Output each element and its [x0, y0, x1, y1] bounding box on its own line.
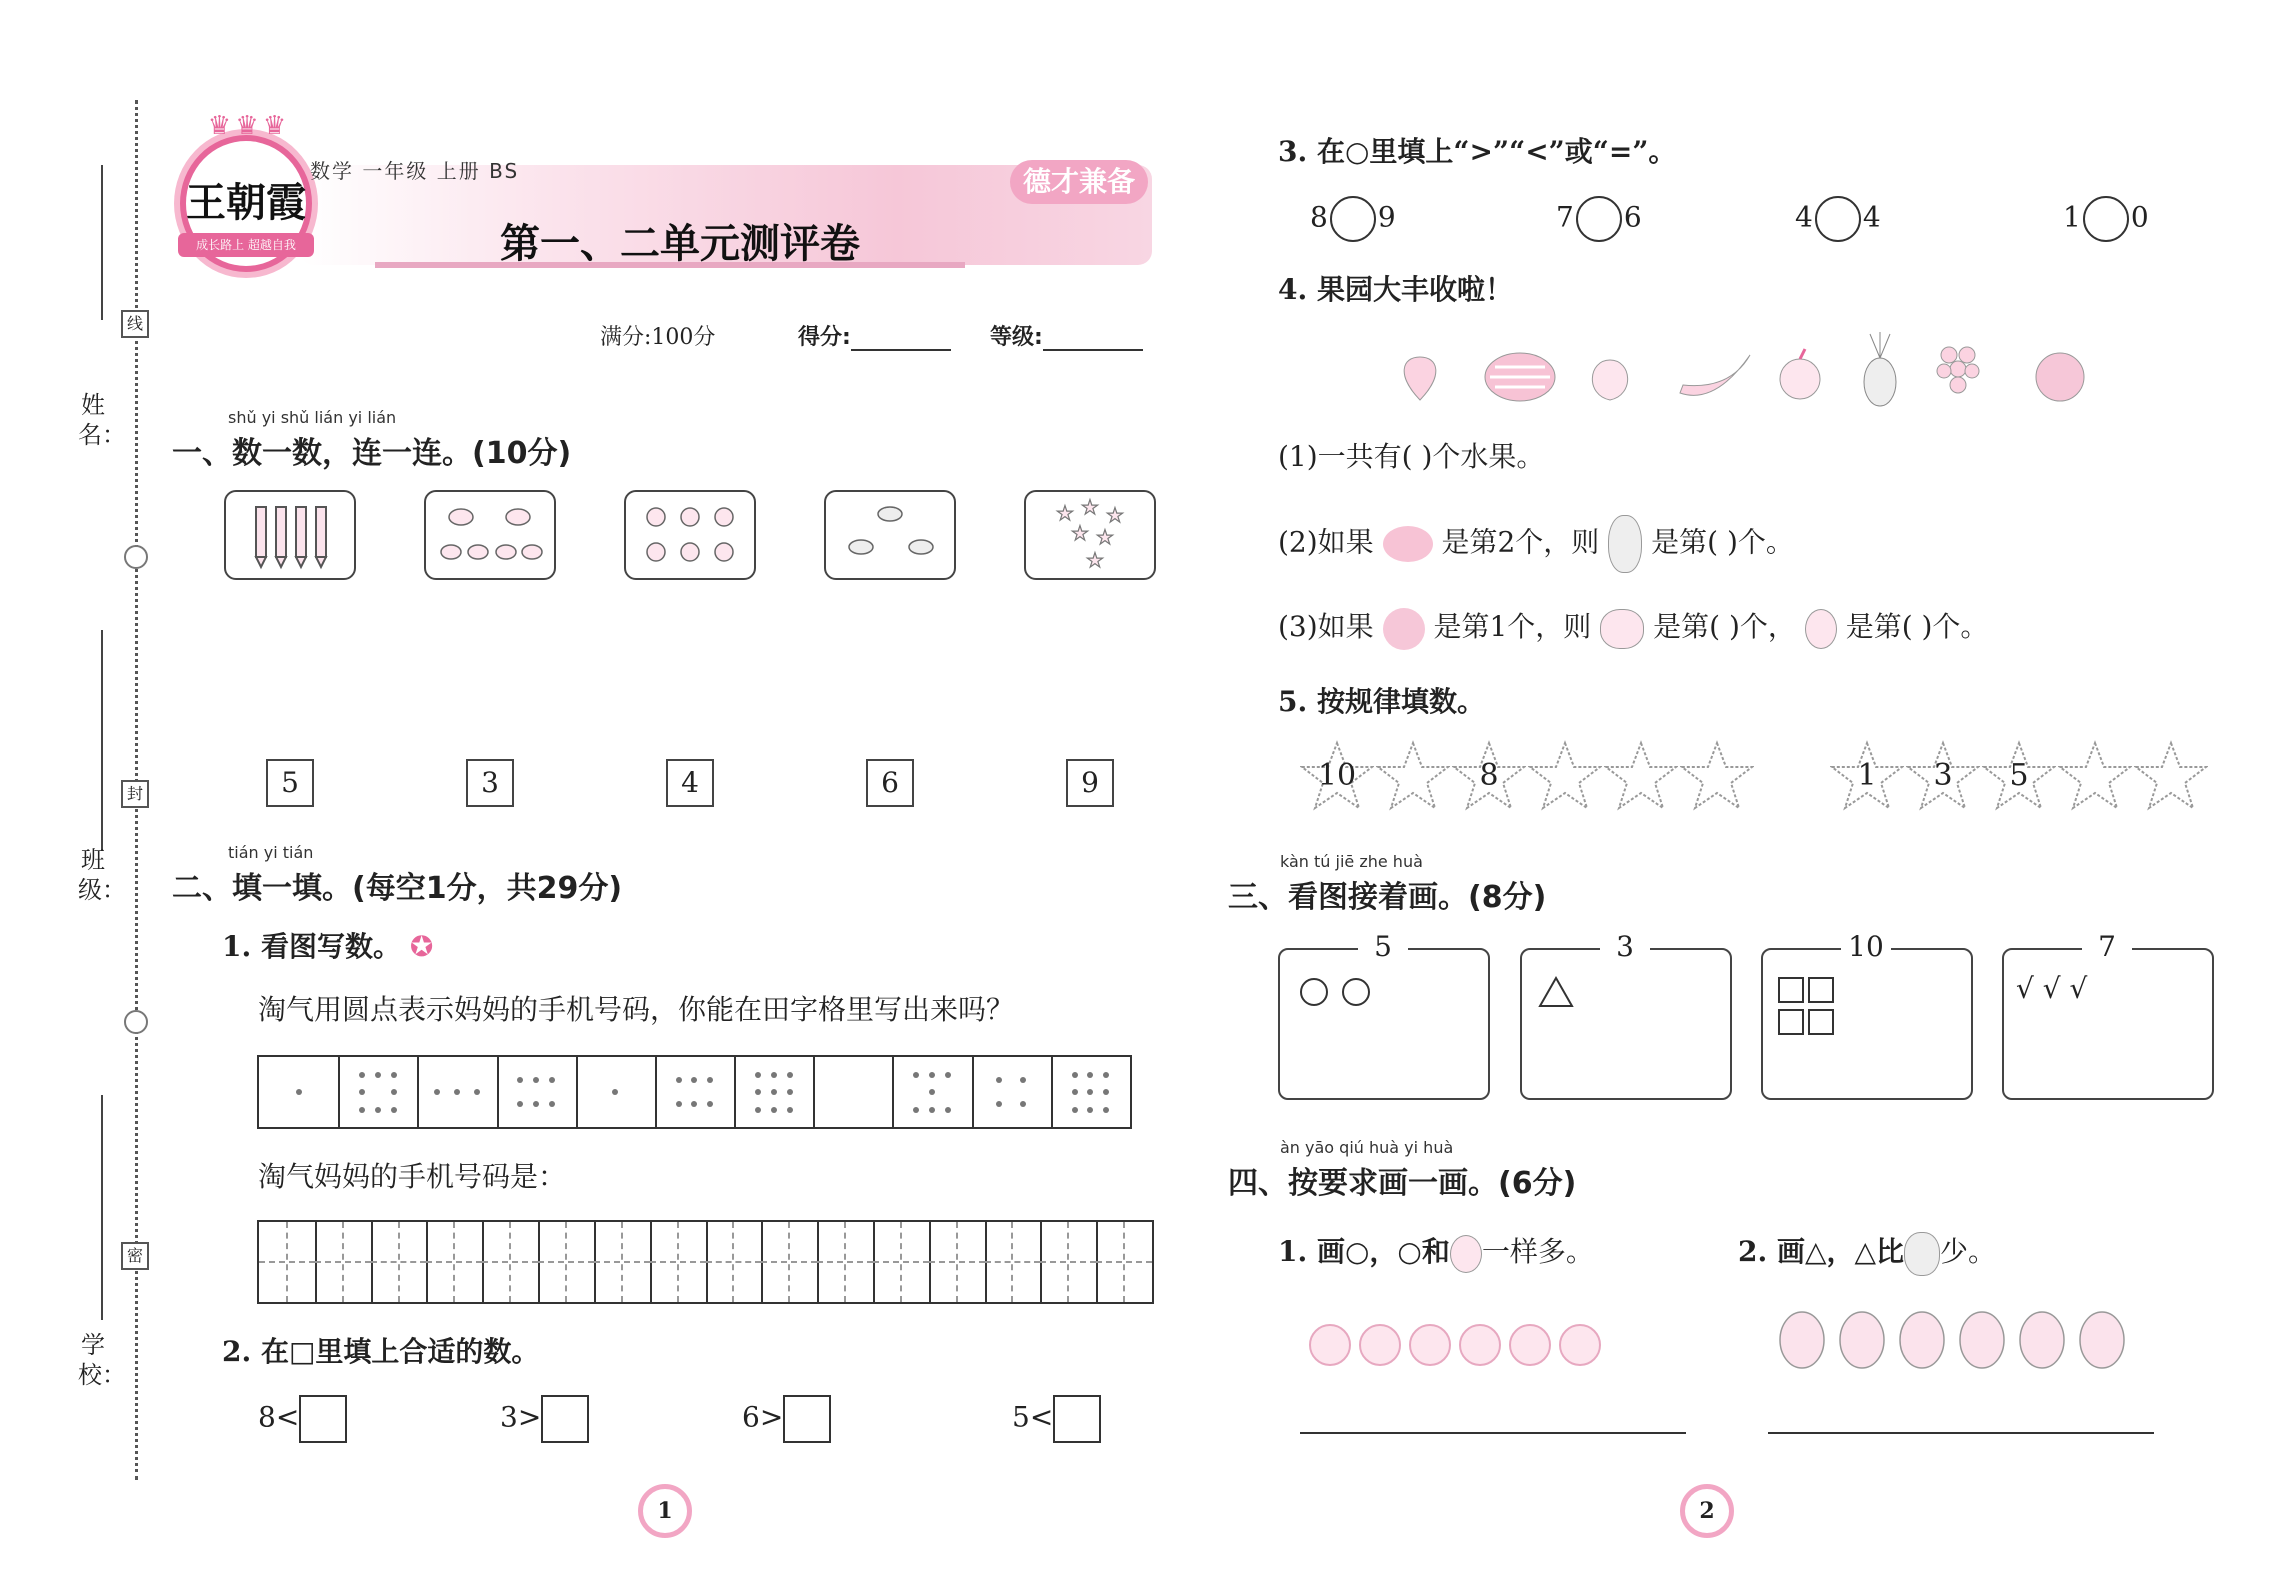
q4-label: 4. 果园大丰收啦！: [1278, 273, 1513, 306]
q4-sub2-c: 是第( )个。: [1651, 525, 1794, 559]
sec4-q1: [1278, 1230, 1594, 1273]
svg-text:★: ★: [1106, 503, 1124, 527]
q2-item: [742, 1395, 831, 1443]
q4-sub3: [1278, 605, 1988, 650]
score-blank[interactable]: [851, 349, 951, 351]
dot: [996, 1101, 1002, 1107]
grade-blank[interactable]: [1043, 349, 1143, 351]
dot: [929, 1089, 935, 1095]
sec4-q1-b: 一样多。: [1481, 1235, 1594, 1268]
tian-cell[interactable]: [594, 1222, 652, 1302]
number-box[interactable]: 3: [466, 759, 514, 807]
dot-cell: [734, 1057, 815, 1127]
star-number: 10: [1317, 758, 1357, 793]
number-box[interactable]: 4: [666, 759, 714, 807]
tian-cell[interactable]: [873, 1222, 931, 1302]
number-star[interactable]: [1830, 740, 1904, 812]
q2-item-text: 5<: [1012, 1400, 1054, 1434]
answer-line[interactable]: [1768, 1432, 2154, 1434]
svg-text:★: ★: [1081, 495, 1099, 519]
fish-icon: [826, 492, 954, 578]
dot-cell: [338, 1057, 419, 1127]
tian-guide: [732, 1222, 734, 1302]
dot: [996, 1077, 1002, 1083]
q4-sub2: [1278, 515, 1794, 573]
squirrel-icon: [1904, 1232, 1940, 1276]
number-star[interactable]: [1300, 740, 1374, 812]
svg-text:★: ★: [1056, 501, 1074, 525]
tian-cell[interactable]: [985, 1222, 1043, 1302]
tian-cell[interactable]: [1096, 1222, 1152, 1302]
sec3-title: 三、看图接着画。(8分): [1228, 880, 1547, 915]
draw-count: 10: [1841, 930, 1891, 963]
dot: [929, 1107, 935, 1113]
q3-right: 0: [2130, 200, 2149, 234]
dot: [691, 1077, 697, 1083]
sec2-title: 二、填一填。(每空1分，共29分): [172, 871, 623, 906]
dot-cell: [813, 1057, 894, 1127]
q4-sub3-b: 是第1个，则: [1433, 610, 1592, 643]
dot-cell: [1051, 1057, 1130, 1127]
q2-label: 2. 在□里填上合适的数。: [222, 1335, 540, 1368]
star-number: 8: [1479, 758, 1499, 793]
dot: [359, 1107, 365, 1113]
watermelon-icon: [1383, 526, 1433, 562]
star-badge-icon: ✪: [409, 930, 434, 963]
tian-grid[interactable]: [257, 1220, 1154, 1304]
dot: [755, 1107, 761, 1113]
tian-guide: [900, 1222, 902, 1302]
dot: [391, 1089, 397, 1095]
q3-left: 4: [1795, 200, 1813, 234]
star-number: 1: [1857, 758, 1877, 793]
orange-icon: [1383, 608, 1425, 650]
q4-sub3-d: 是第( )个。: [1845, 610, 1989, 643]
peach-icon: [1580, 345, 1640, 405]
q3-item: [1310, 196, 1396, 242]
motto-badge: 德才兼备: [1010, 160, 1148, 204]
dot: [771, 1089, 777, 1095]
tian-cell[interactable]: [1040, 1222, 1098, 1302]
squirrels-row: [1772, 1305, 2132, 1375]
school-label: 学 校：: [78, 1331, 126, 1389]
tian-cell[interactable]: [426, 1222, 484, 1302]
squares-icon: [1763, 950, 1971, 1098]
watermelon-icon: [1480, 345, 1560, 405]
sec4-pinyin: àn yāo qiú huà yi huà: [1280, 1138, 1454, 1157]
dot: [913, 1072, 919, 1078]
dot: [707, 1101, 713, 1107]
card-fish[interactable]: [824, 490, 956, 580]
q2-item-text: 6>: [742, 1400, 784, 1434]
name-label: 姓 名：: [78, 391, 126, 449]
class-label: 班 级：: [78, 846, 126, 904]
dot: [771, 1072, 777, 1078]
answer-box[interactable]: [1053, 1395, 1101, 1443]
dot: [1072, 1072, 1078, 1078]
tian-guide: [398, 1222, 400, 1302]
dot-cell: [892, 1057, 973, 1127]
dot-cell: [497, 1057, 578, 1127]
tian-cell[interactable]: [817, 1222, 875, 1302]
q2-item: [500, 1395, 589, 1443]
star-icon: [2058, 740, 2132, 812]
q4-sub1: (1)一共有( )个水果。: [1278, 440, 1545, 473]
star-icon: [2134, 740, 2208, 812]
logo-text: 王朝霞: [186, 179, 306, 226]
dot: [1087, 1072, 1093, 1078]
dot: [474, 1089, 480, 1095]
number-star[interactable]: [1680, 740, 1754, 812]
answer-box[interactable]: [299, 1395, 347, 1443]
q3-item: [2063, 196, 2149, 242]
dot: [359, 1089, 365, 1095]
seal-mark-secret: 密: [121, 1242, 149, 1270]
dot: [391, 1072, 397, 1078]
dot: [707, 1077, 713, 1083]
dot: [533, 1101, 539, 1107]
triangle-icon: [1522, 950, 1730, 1098]
star-icon: [1528, 740, 1602, 812]
strawberry-icon: [1390, 345, 1450, 405]
tian-guide: [1067, 1222, 1069, 1302]
star-number: 5: [2009, 758, 2029, 793]
score-label: [798, 320, 951, 351]
apple-icon: [1450, 1235, 1482, 1273]
q3-label: 3. 在○里填上“>”“<”或“=”。: [1278, 135, 1677, 168]
sec2-pinyin: tián yi tián: [228, 843, 314, 862]
apples-row: [1305, 1320, 1605, 1370]
tian-guide: [509, 1222, 511, 1302]
dot: [691, 1101, 697, 1107]
dot: [1103, 1089, 1109, 1095]
dot: [359, 1072, 365, 1078]
answer-line[interactable]: [1300, 1432, 1686, 1434]
apple-icon: [1805, 609, 1837, 649]
number-star[interactable]: [1906, 740, 1980, 812]
dot: [755, 1072, 761, 1078]
number-star[interactable]: [1452, 740, 1526, 812]
sec4-q1-a: 1. 画○，○和: [1278, 1235, 1450, 1268]
dot: [929, 1072, 935, 1078]
number-box[interactable]: 6: [866, 759, 914, 807]
star-icon: [1680, 740, 1754, 812]
tian-cell[interactable]: [761, 1222, 819, 1302]
q4-sub3-a: (3)如果: [1278, 610, 1374, 643]
q3-item: [1795, 196, 1881, 242]
tian-cell[interactable]: [929, 1222, 987, 1302]
dot: [549, 1101, 555, 1107]
number-star[interactable]: [1604, 740, 1678, 812]
orange-icon: [2030, 345, 2090, 405]
q3-left: 7: [1556, 200, 1574, 234]
dot: [391, 1107, 397, 1113]
q3-left: 1: [2063, 200, 2081, 234]
draw-box[interactable]: [1520, 948, 1732, 1100]
sec3-pinyin: kàn tú jiē zhe huà: [1280, 852, 1423, 871]
grade-label: [990, 320, 1143, 351]
tian-guide: [621, 1222, 623, 1302]
svg-text:★: ★: [1096, 525, 1114, 549]
page-number: 2: [1680, 1484, 1734, 1538]
dot: [1072, 1089, 1078, 1095]
dot: [755, 1089, 761, 1095]
sec1-pinyin: shǔ yi shǔ lián yi lián: [228, 408, 397, 427]
seal-mark-seal: 封: [121, 780, 149, 808]
tian-cell[interactable]: [706, 1222, 764, 1302]
full-score: 满分:100分: [600, 325, 716, 350]
card-stars[interactable]: [1024, 490, 1156, 580]
star-icon: [1376, 740, 1450, 812]
q1-label-text: 1. 看图写数。: [222, 930, 401, 963]
dot-cell: [576, 1057, 657, 1127]
sec4-q2: [1738, 1230, 1996, 1276]
sec4-title: 四、按要求画一画。(6分): [1228, 1166, 1577, 1201]
number-star[interactable]: [1376, 740, 1450, 812]
q4-sub2-b: 是第2个，则: [1441, 525, 1600, 559]
q3-item: [1556, 196, 1642, 242]
q4-sub2-a: (2)如果: [1278, 525, 1374, 559]
score-label-text: 得分:: [798, 325, 851, 350]
q2-item-text: 3>: [500, 1400, 542, 1434]
tian-cell[interactable]: [482, 1222, 540, 1302]
dot: [787, 1089, 793, 1095]
compare-circle[interactable]: [1576, 196, 1622, 242]
tian-guide: [286, 1222, 288, 1302]
dot: [549, 1077, 555, 1083]
q3-left: 8: [1310, 200, 1328, 234]
q1-answer-label: 淘气妈妈的手机号码是：: [258, 1160, 567, 1193]
svg-text:★: ★: [1086, 548, 1104, 572]
class-line: [101, 630, 103, 850]
svg-text:★: ★: [1071, 521, 1089, 545]
dot: [1020, 1101, 1026, 1107]
star-number: 3: [1933, 758, 1953, 793]
logo-slogan: 成长路上 超越自我: [178, 233, 314, 257]
dot: [612, 1089, 618, 1095]
q2-item-text: 8<: [258, 1400, 300, 1434]
number-box[interactable]: 9: [1066, 759, 1114, 807]
q3-right: 9: [1377, 200, 1396, 234]
tian-guide: [342, 1222, 344, 1302]
dot: [454, 1089, 460, 1095]
subject-line: 数学 一年级 上册 BS: [310, 159, 520, 183]
pineapple-icon: [1855, 330, 1905, 410]
tian-cell[interactable]: [650, 1222, 708, 1302]
circles-icon: [1280, 950, 1488, 1098]
compare-circle[interactable]: [1330, 196, 1376, 242]
dot: [945, 1107, 951, 1113]
dot: [771, 1107, 777, 1113]
tian-guide: [1123, 1222, 1125, 1302]
dot-cell: [655, 1057, 736, 1127]
tian-guide: [788, 1222, 790, 1302]
star-icon: [1604, 740, 1678, 812]
dot: [1103, 1072, 1109, 1078]
card-chicks[interactable]: [624, 490, 756, 580]
dot: [1072, 1107, 1078, 1113]
draw-count: 5: [1358, 930, 1408, 963]
q5-label: 5. 按规律填数。: [1278, 685, 1485, 718]
number-star[interactable]: [1528, 740, 1602, 812]
dot: [787, 1107, 793, 1113]
page-title: 第一、二单元测评卷: [500, 221, 860, 267]
dot-cell: [972, 1057, 1053, 1127]
q2-item: [1012, 1395, 1101, 1443]
binding-hole: [124, 1010, 148, 1034]
answer-box[interactable]: [783, 1395, 831, 1443]
chicks-icon: [626, 492, 754, 578]
checkmarks: √ √ √: [2016, 972, 2088, 1005]
dot: [913, 1107, 919, 1113]
dot: [1103, 1107, 1109, 1113]
tian-cell[interactable]: [371, 1222, 429, 1302]
q4-sub3-c: 是第( )个，: [1653, 610, 1796, 643]
dot: [296, 1089, 302, 1095]
number-box[interactable]: 5: [266, 759, 314, 807]
tian-guide: [1011, 1222, 1013, 1302]
dot-cell: [417, 1057, 498, 1127]
number-star[interactable]: [2058, 740, 2132, 812]
sec1-title: 一、数一数，连一连。(10分): [172, 436, 572, 471]
dot: [676, 1077, 682, 1083]
dot-phone-grid: [257, 1055, 1132, 1129]
crown-icon: ♛ ♛ ♛: [207, 111, 285, 141]
tian-cell[interactable]: [315, 1222, 373, 1302]
number-star[interactable]: [1982, 740, 2056, 812]
stars-icon: [1026, 492, 1154, 578]
seal-mark-line: 线: [121, 310, 149, 338]
tian-guide: [565, 1222, 567, 1302]
binding-hole: [124, 545, 148, 569]
answer-box[interactable]: [541, 1395, 589, 1443]
brand-logo: [180, 111, 312, 272]
pencils-icon: [226, 492, 354, 578]
tian-cell[interactable]: [538, 1222, 596, 1302]
dot: [1087, 1107, 1093, 1113]
tian-guide: [677, 1222, 679, 1302]
draw-count: 7: [2082, 930, 2132, 963]
compare-circle[interactable]: [2083, 196, 2129, 242]
banana-icon: [1675, 345, 1755, 405]
dot: [375, 1072, 381, 1078]
sec4-q2-a: 2. 画△，△比: [1738, 1235, 1905, 1268]
page-number: 1: [638, 1484, 692, 1538]
q3-right: 4: [1862, 200, 1881, 234]
dot: [676, 1101, 682, 1107]
dot: [945, 1072, 951, 1078]
card-pencils[interactable]: [224, 490, 356, 580]
card-birds[interactable]: [424, 490, 556, 580]
dot: [787, 1072, 793, 1078]
dot: [434, 1089, 440, 1095]
draw-count: 3: [1600, 930, 1650, 963]
sec4-q2-b: 少。: [1940, 1235, 1997, 1268]
birds-icon: [426, 492, 554, 578]
grade-label-text: 等级:: [990, 325, 1043, 350]
tian-cell[interactable]: [259, 1222, 317, 1302]
dot: [1087, 1089, 1093, 1095]
draw-box[interactable]: [1278, 948, 1490, 1100]
name-line: [101, 165, 103, 320]
draw-box[interactable]: [2002, 948, 2214, 1100]
q1-label: [222, 925, 433, 965]
dot: [1020, 1077, 1026, 1083]
school-line: [101, 1095, 103, 1320]
number-star[interactable]: [2134, 740, 2208, 812]
tian-guide: [844, 1222, 846, 1302]
dot: [517, 1101, 523, 1107]
q3-right: 6: [1623, 200, 1642, 234]
dot-cell: [259, 1057, 340, 1127]
q2-item: [258, 1395, 347, 1443]
grape-icon: [1932, 335, 1986, 407]
dot: [517, 1077, 523, 1083]
pineapple-icon: [1608, 515, 1642, 573]
tian-guide: [956, 1222, 958, 1302]
dot: [533, 1077, 539, 1083]
apple-icon: [1775, 345, 1825, 405]
q1-text: 淘气用圆点表示妈妈的手机号码，你能在田字格里写出来吗？: [258, 993, 1015, 1026]
peach-icon: [1600, 609, 1644, 649]
draw-box[interactable]: [1761, 948, 1973, 1100]
dot: [375, 1107, 381, 1113]
tian-guide: [453, 1222, 455, 1302]
compare-circle[interactable]: [1815, 196, 1861, 242]
